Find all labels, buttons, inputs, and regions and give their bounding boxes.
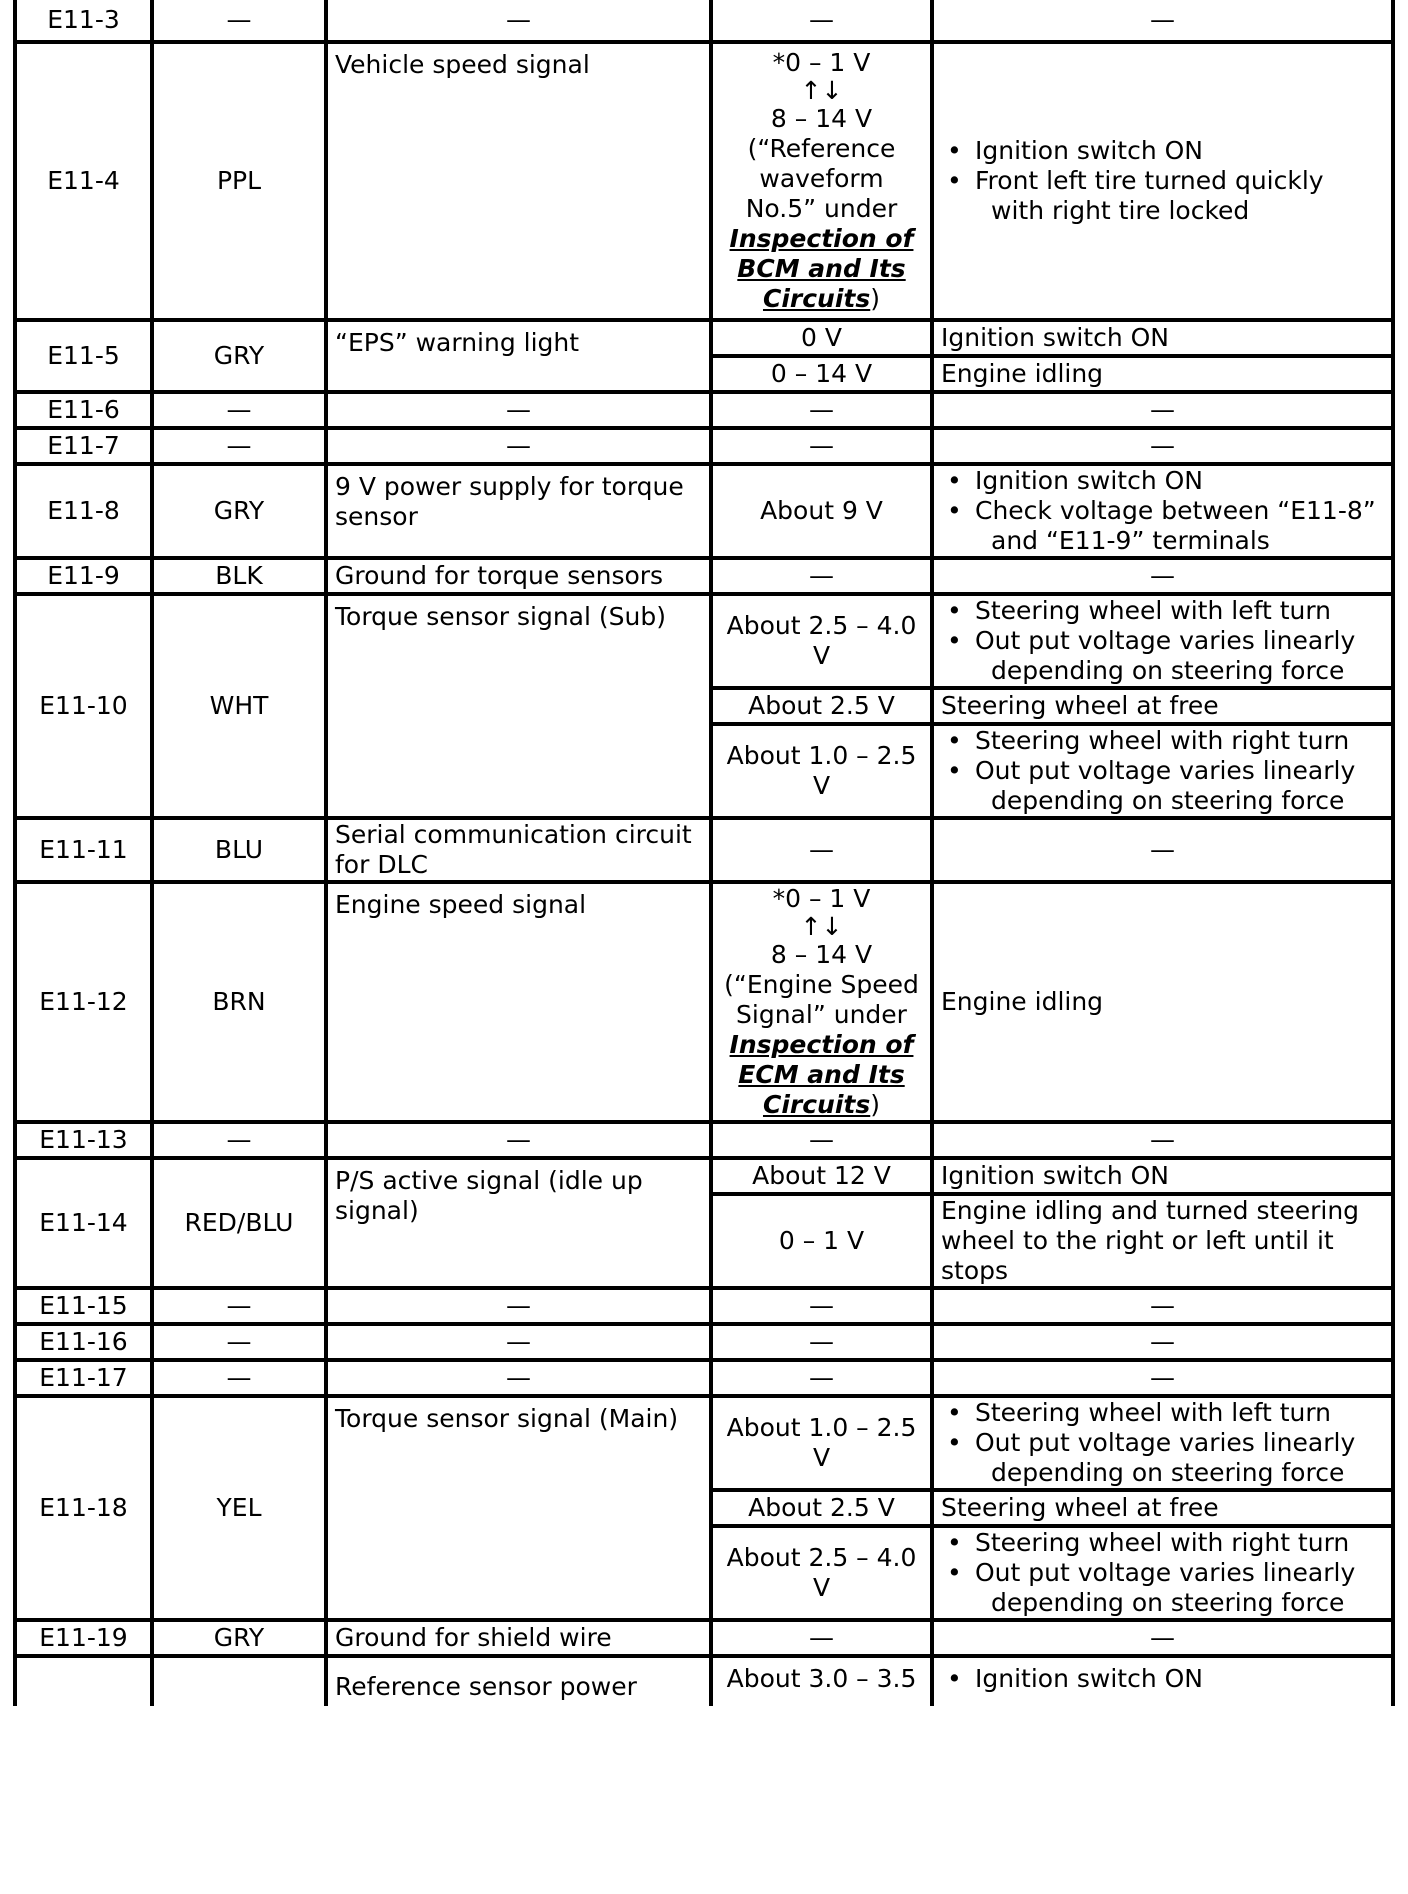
reference-note-1: (“Reference (747, 134, 896, 163)
table-row (15, 818, 1393, 882)
close-paren: ) (870, 284, 881, 313)
wire-color-cell: GRY (152, 320, 326, 392)
table-row (15, 1656, 1393, 1706)
circuit-cell: Ground for shield wire (326, 1620, 711, 1656)
condition-line-cont: depending on steering force (991, 1588, 1345, 1617)
voltage-cell: 0 V (711, 320, 932, 356)
voltage-cell: — (711, 1122, 932, 1158)
wire-color-cell: BRN (152, 882, 326, 1122)
close-paren: ) (870, 1090, 881, 1119)
condition-cell (932, 724, 1393, 818)
list-item (941, 1558, 1384, 1618)
list-item (941, 626, 1384, 686)
wire-color-cell: PPL (152, 42, 326, 320)
condition-line: Out put voltage varies linearly (975, 1428, 1356, 1457)
terminal-cell: E11-11 (15, 818, 152, 882)
circuit-cell: — (326, 1288, 711, 1324)
condition-cell: Ignition switch ON (932, 1158, 1393, 1194)
condition-line: Out put voltage varies linearly (975, 1558, 1356, 1587)
wire-color-cell (152, 1656, 326, 1706)
voltage-cell: About 12 V (711, 1158, 932, 1194)
circuit-cell: — (326, 428, 711, 464)
circuit-cell: P/S active signal (idle up signal) (326, 1158, 711, 1288)
condition-cell (932, 1656, 1393, 1706)
terminal-cell: E11-3 (15, 0, 152, 42)
wire-color-cell: GRY (152, 1620, 326, 1656)
voltage-cell: About 2.5 – 4.0 V (711, 594, 932, 688)
wire-color-cell: — (152, 428, 326, 464)
terminal-cell: E11-19 (15, 1620, 152, 1656)
circuit-cell: “EPS” warning light (326, 320, 711, 392)
voltage-cell: — (711, 1360, 932, 1396)
table-row (15, 594, 1393, 688)
terminal-cell: E11-13 (15, 1122, 152, 1158)
condition-cell: Steering wheel at free (932, 688, 1393, 724)
terminal-table-page (13, 0, 1391, 1706)
condition-cell: — (932, 1288, 1393, 1324)
voltage-cell: — (711, 0, 932, 42)
list-item: • Ignition switch ON (941, 1664, 1384, 1694)
condition-cell (932, 594, 1393, 688)
circuit-cell: Torque sensor signal (Main) (326, 1396, 711, 1620)
circuit-cell: 9 V power supply for torque sensor (326, 464, 711, 558)
wire-color-cell: YEL (152, 1396, 326, 1620)
up-down-arrows-icon: ↑↓ (800, 76, 843, 105)
terminal-cell: E11-16 (15, 1324, 152, 1360)
terminal-cell: E11-7 (15, 428, 152, 464)
wire-color-cell: — (152, 0, 326, 42)
terminal-cell: E11-18 (15, 1396, 152, 1620)
circuit-cell: — (326, 1324, 711, 1360)
table-row (15, 320, 1393, 356)
wire-color-cell: — (152, 1288, 326, 1324)
circuit-cell: Vehicle speed signal (326, 42, 711, 320)
voltage-cell: — (711, 1620, 932, 1656)
condition-cell: — (932, 1324, 1393, 1360)
list-item: • Steering wheel with left turn (941, 1398, 1384, 1428)
condition-cell: Engine idling and turned steering wheel to the right or left until it stops (932, 1194, 1393, 1288)
voltage-cell (711, 882, 932, 1122)
inspection-link-line3[interactable]: Circuits (762, 1090, 871, 1119)
terminal-cell: E11-15 (15, 1288, 152, 1324)
voltage-cell: About 2.5 V (711, 688, 932, 724)
condition-cell: — (932, 1122, 1393, 1158)
condition-line-cont: and “E11-9” terminals (991, 526, 1270, 555)
condition-cell: — (932, 392, 1393, 428)
condition-line-cont: depending on steering force (991, 786, 1345, 815)
wire-color-cell: — (152, 1122, 326, 1158)
condition-cell (932, 1396, 1393, 1490)
table-row (15, 882, 1393, 1122)
condition-cell: Steering wheel at free (932, 1490, 1393, 1526)
terminal-cell (15, 1656, 152, 1706)
voltage-cell: 0 – 14 V (711, 356, 932, 392)
voltage-cell: About 2.5 V (711, 1490, 932, 1526)
list-item: • Ignition switch ON (941, 466, 1384, 496)
wire-color-cell: BLK (152, 558, 326, 594)
inspection-link-line1[interactable]: Inspection of (729, 224, 914, 253)
voltage-cell (711, 42, 932, 320)
wire-color-cell: RED/BLU (152, 1158, 326, 1288)
voltage-cell: About 9 V (711, 464, 932, 558)
wire-color-cell: GRY (152, 464, 326, 558)
circuit-cell: — (326, 392, 711, 428)
voltage-cell: — (711, 1324, 932, 1360)
reference-note-2: Signal” under (736, 1000, 907, 1029)
condition-cell: — (932, 1360, 1393, 1396)
condition-line-cont: depending on steering force (991, 656, 1345, 685)
voltage-cell: — (711, 558, 932, 594)
table-row (15, 1158, 1393, 1194)
voltage-cell: About 3.0 – 3.5 (711, 1656, 932, 1706)
wire-color-cell: BLU (152, 818, 326, 882)
circuit-cell: — (326, 1360, 711, 1396)
terminal-cell: E11-9 (15, 558, 152, 594)
list-item: • Steering wheel with left turn (941, 596, 1384, 626)
table-row (15, 0, 1393, 42)
voltage-cell: — (711, 428, 932, 464)
voltage-cell: — (711, 392, 932, 428)
table-row (15, 1360, 1393, 1396)
list-item (941, 496, 1384, 556)
reference-note-1: (“Engine Speed (724, 970, 919, 999)
table-row (15, 392, 1393, 428)
table-row (15, 42, 1393, 320)
condition-cell (932, 464, 1393, 558)
terminal-cell: E11-10 (15, 594, 152, 818)
circuit-cell: — (326, 0, 711, 42)
condition-line-cont: depending on steering force (991, 1458, 1345, 1487)
condition-cell (932, 1526, 1393, 1620)
condition-cell: Engine idling (932, 356, 1393, 392)
list-item (941, 1428, 1384, 1488)
table-row (15, 1288, 1393, 1324)
table-row (15, 428, 1393, 464)
circuit-cell: Torque sensor signal (Sub) (326, 594, 711, 818)
terminal-cell: E11-6 (15, 392, 152, 428)
table-row (15, 1324, 1393, 1360)
circuit-cell: Serial communication circuit for DLC (326, 818, 711, 882)
reference-note-3: No.5” under (745, 194, 898, 223)
wire-color-cell: — (152, 1324, 326, 1360)
table-row (15, 558, 1393, 594)
condition-cell: — (932, 1620, 1393, 1656)
condition-cell: — (932, 428, 1393, 464)
voltage-cell: About 1.0 – 2.5 V (711, 1396, 932, 1490)
voltage-high: 8 – 14 V (770, 104, 873, 133)
condition-cell (932, 42, 1393, 320)
voltage-cell: About 1.0 – 2.5 V (711, 724, 932, 818)
inspection-link-line1[interactable]: Inspection of (729, 1030, 914, 1059)
condition-line: Front left tire turned quickly (975, 166, 1324, 195)
condition-cell: Ignition switch ON (932, 320, 1393, 356)
condition-cell: Engine idling (932, 882, 1393, 1122)
wire-color-cell: — (152, 1360, 326, 1396)
voltage-cell: — (711, 818, 932, 882)
reference-note-2: waveform (759, 164, 884, 193)
list-item (941, 166, 1384, 226)
terminal-cell: E11-8 (15, 464, 152, 558)
table-row (15, 464, 1393, 558)
list-item: • Steering wheel with right turn (941, 1528, 1384, 1558)
terminal-cell: E11-12 (15, 882, 152, 1122)
list-item: • Ignition switch ON (941, 136, 1384, 166)
terminal-voltage-table (13, 0, 1395, 1706)
list-item: • Steering wheel with right turn (941, 726, 1384, 756)
inspection-link-line3[interactable]: Circuits (762, 284, 871, 313)
condition-line: Out put voltage varies linearly (975, 626, 1356, 655)
voltage-cell: 0 – 1 V (711, 1194, 932, 1288)
list-item (941, 756, 1384, 816)
condition-cell: — (932, 558, 1393, 594)
condition-line: Check voltage between “E11-8” (975, 496, 1376, 525)
table-row (15, 1620, 1393, 1656)
table-row (15, 1122, 1393, 1158)
table-row (15, 1396, 1393, 1490)
wire-color-cell: WHT (152, 594, 326, 818)
circuit-cell: Engine speed signal (326, 882, 711, 1122)
terminal-cell: E11-14 (15, 1158, 152, 1288)
wire-color-cell: — (152, 392, 326, 428)
condition-line-cont: with right tire locked (991, 196, 1250, 225)
circuit-cell: Ground for torque sensors (326, 558, 711, 594)
condition-cell: — (932, 0, 1393, 42)
condition-line: Out put voltage varies linearly (975, 756, 1356, 785)
inspection-link-line2[interactable]: ECM and Its (738, 1060, 905, 1089)
condition-cell: — (932, 818, 1393, 882)
terminal-cell: E11-17 (15, 1360, 152, 1396)
voltage-high: 8 – 14 V (770, 940, 873, 969)
terminal-cell: E11-4 (15, 42, 152, 320)
circuit-cell: Reference sensor power (326, 1656, 711, 1706)
terminal-cell: E11-5 (15, 320, 152, 392)
voltage-cell: — (711, 1288, 932, 1324)
circuit-cell: — (326, 1122, 711, 1158)
up-down-arrows-icon: ↑↓ (800, 912, 843, 941)
voltage-low: *0 – 1 V (772, 884, 871, 913)
voltage-cell: About 2.5 – 4.0 V (711, 1526, 932, 1620)
voltage-low: *0 – 1 V (772, 48, 871, 77)
inspection-link-line2[interactable]: BCM and Its (737, 254, 906, 283)
